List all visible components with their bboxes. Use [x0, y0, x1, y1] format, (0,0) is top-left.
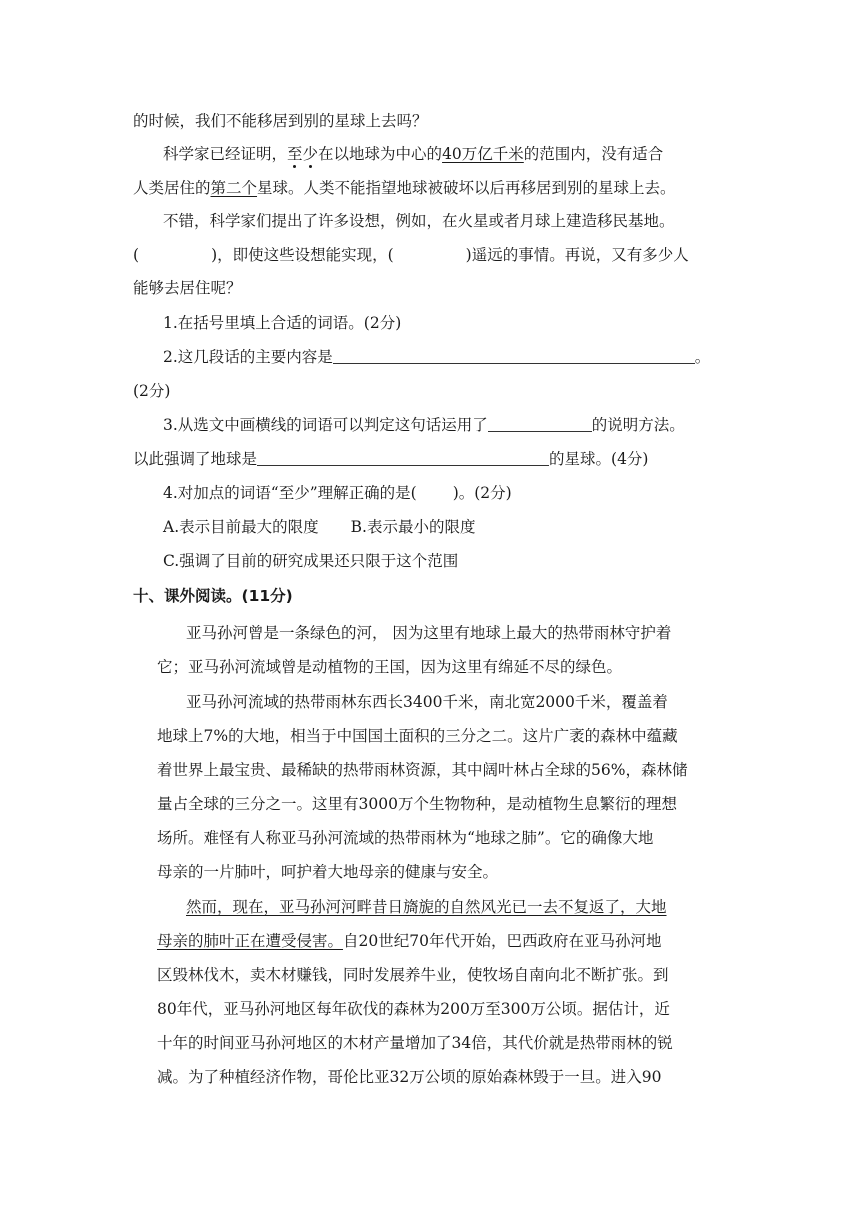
text: 场所。难怪有人称亚马孙河流域的热带雨林为“地球之肺”。它的确像大地 — [157, 829, 654, 847]
passage-line-4 — [163, 210, 675, 232]
reading-line-3 — [186, 691, 668, 713]
text: 的说明方法。 — [591, 416, 685, 434]
text: 自20世纪70年代开始，巴西政府在亚马孙河地 — [343, 932, 662, 950]
reading-line-12 — [157, 998, 670, 1020]
text: 以此强调了地球是 — [133, 450, 258, 468]
dotted-char: 至 — [287, 145, 303, 163]
text: 人类居住的 — [133, 179, 211, 197]
text: 减。为了种植经济作物，哥伦比亚32万公顷的原始森林毁于一旦。进入90 — [157, 1068, 662, 1086]
question-4-option-c — [163, 550, 458, 572]
passage-line-1 — [133, 110, 428, 132]
question-2 — [163, 346, 710, 368]
text: 十年的时间亚马孙河地区的木材产量增加了34倍，其代价就是热带雨林的锐 — [157, 1034, 673, 1052]
option-c: C.强调了目前的研究成果还只限于这个范围 — [163, 552, 459, 570]
text: )遥远的事情。再说，又有多少人 — [465, 246, 689, 264]
text: ( — [133, 246, 140, 264]
option-a: A.表示目前最大的限度 — [163, 518, 319, 536]
question-3-cont — [133, 448, 648, 470]
passage-line-3 — [133, 177, 676, 199]
underlined-sentence: 然而，现在，亚马孙河河畔昔日旖旎的自然风光已一去不复返了，大地 — [186, 898, 667, 916]
answer-blank[interactable] — [257, 450, 549, 466]
reading-line-6 — [157, 793, 677, 815]
underlined-sentence: 母亲的肺叶正在遭受侵害。 — [157, 932, 344, 950]
passage-line-6 — [133, 277, 242, 299]
text: 母亲的一片肺叶，呵护着大地母亲的健康与安全。 — [157, 863, 499, 881]
reading-line-13 — [157, 1032, 673, 1054]
passage-line-5 — [133, 244, 689, 266]
text: )。(2分) — [452, 484, 512, 502]
text: 1.在括号里填上合适的词语。(2分) — [163, 314, 402, 332]
reading-line-4 — [157, 725, 678, 747]
text: 科学家已经证明， — [163, 145, 288, 163]
text: (2分) — [133, 382, 171, 400]
section-heading — [133, 585, 293, 607]
question-3 — [163, 414, 685, 436]
text: 。 — [694, 348, 711, 366]
passage-line-2 — [163, 143, 663, 165]
text: 区毁林伐木，卖木材赚钱，同时发展养牛业，使牧场自南向北不断扩张。到 — [157, 966, 669, 984]
text: 2.这几段话的主要内容是 — [163, 348, 333, 366]
reading-line-14 — [157, 1066, 661, 1088]
reading-line-1 — [186, 622, 671, 644]
question-4 — [163, 482, 512, 504]
text: 它；亚马孙河流域曾是动植物的王国，因为这里有绵延不尽的绿色。 — [157, 658, 623, 676]
text: 量占全球的三分之一。这里有3000万个生物物种，是动植物生息繁衍的理想 — [157, 795, 677, 813]
reading-line-8 — [157, 861, 498, 883]
text: 亚马孙河流域的热带雨林东西长3400千米，南北宽2000千米，覆盖着 — [186, 693, 668, 711]
text: 的星球。(4分) — [549, 450, 649, 468]
text: 能够去居住呢？ — [133, 279, 242, 297]
text: 80年代，亚马孙河地区每年砍伐的森林为200万至300万公顷。据估计，近 — [157, 1000, 670, 1018]
text: 的时候，我们不能移居到别的星球上去吗？ — [133, 112, 428, 130]
option-b: B.表示最小的限度 — [350, 518, 476, 536]
underlined-phrase: 40万亿千米 — [442, 145, 524, 163]
answer-blank[interactable] — [333, 348, 695, 364]
text: 着世界上最宝贵、最稀缺的热带雨林资源，其中阔叶林占全球的56%，森林储 — [157, 761, 688, 779]
text: 不错，科学家们提出了许多设想，例如，在火星或者月球上建造移民基地。 — [163, 212, 675, 230]
text: )，即使这些设想能实现，( — [211, 246, 394, 264]
text: 十、课外阅读。(11分) — [133, 587, 293, 605]
reading-line-2 — [157, 656, 622, 678]
text: 亚马孙河曾是一条绿色的河， 因为这里有地球上最大的热带雨林守护着 — [186, 624, 672, 642]
text: 的范围内，没有适合 — [523, 145, 664, 163]
reading-line-7 — [157, 827, 653, 849]
text: 星球。人类不能指望地球被破坏以后再移居到别的星球上去。 — [257, 179, 676, 197]
reading-line-5 — [157, 759, 687, 781]
underlined-phrase: 第二个 — [210, 179, 258, 197]
answer-blank[interactable] — [488, 416, 592, 432]
text: 4.对加点的词语“至少”理解正确的是( — [163, 484, 417, 502]
reading-line-9 — [186, 896, 667, 918]
question-1 — [163, 312, 401, 334]
question-2-score — [133, 380, 170, 402]
text: 地球上7%的大地，相当于中国国土面积的三分之二。这片广袤的森林中蕴藏 — [157, 727, 678, 745]
dotted-char: 少 — [302, 145, 319, 163]
text: 3.从选文中画横线的词语可以判定这句话运用了 — [163, 416, 488, 434]
text: 在以地球为中心的 — [318, 145, 443, 163]
reading-line-11 — [157, 964, 669, 986]
question-4-options — [163, 516, 475, 538]
reading-line-10 — [157, 930, 661, 952]
